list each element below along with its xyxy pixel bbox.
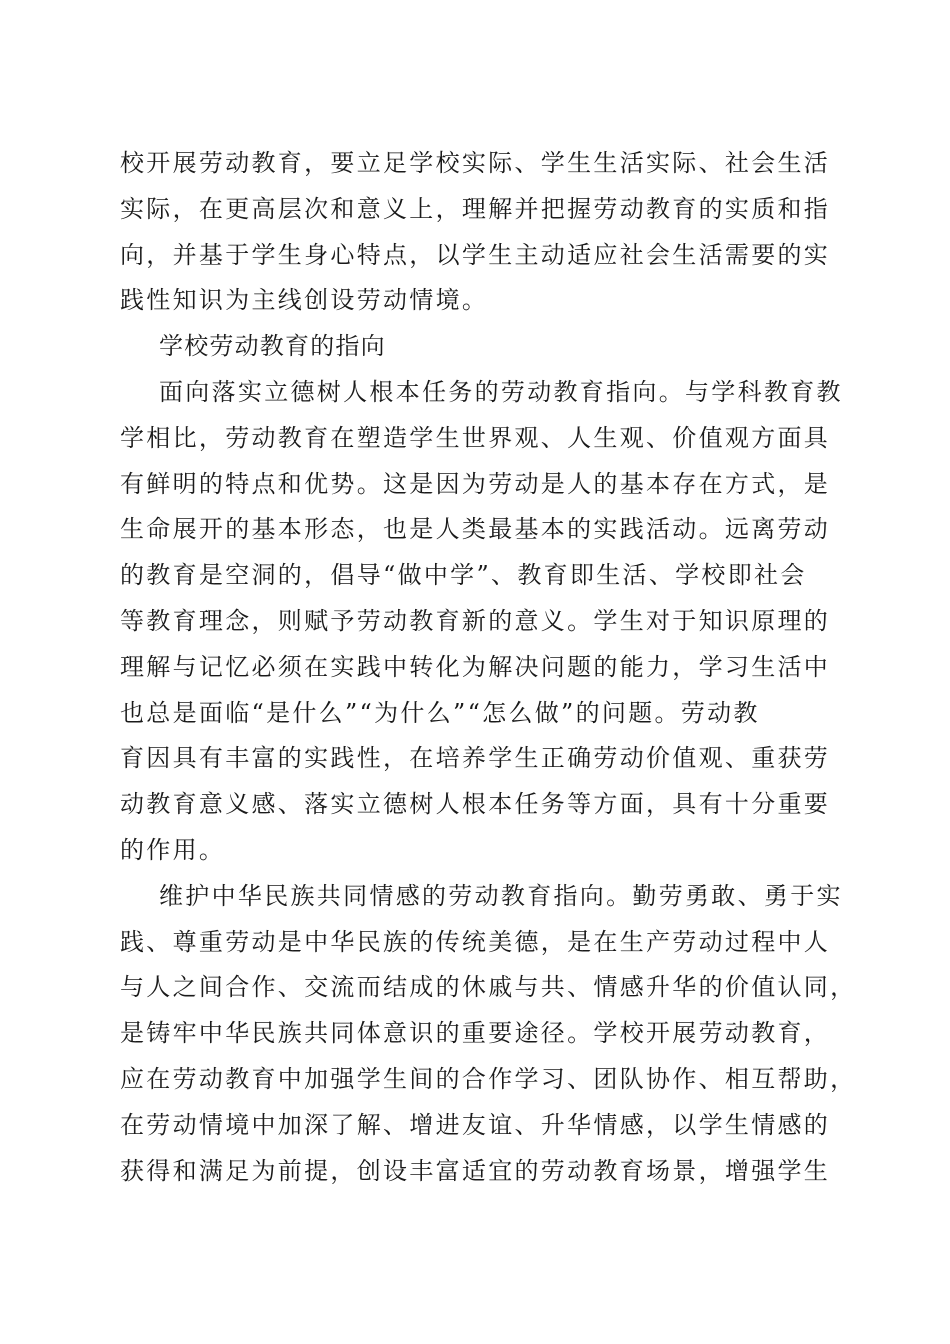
paragraph-line: 获得和满足为前提，创设丰富适宜的劳动教育场景，增强学生 bbox=[120, 1156, 831, 1185]
paragraph-line: 践性知识为主线创设劳动情境。 bbox=[120, 286, 489, 315]
paragraph-line: 校开展劳动教育，要立足学校实际、学生生活实际、社会生活 bbox=[120, 149, 831, 177]
paragraph-line: 践、尊重劳动是中华民族的传统美德，是在生产劳动过程中人 bbox=[120, 927, 831, 956]
paragraph-line: 也总是面临“是什么”“为什么”“怎么做”的问题。劳动教 bbox=[120, 698, 760, 727]
paragraph-line: 等教育理念，则赋予劳动教育新的意义。学生对于知识原理的 bbox=[120, 606, 831, 635]
paragraph-line: 有鲜明的特点和优势。这是因为劳动是人的基本存在方式，是 bbox=[120, 469, 831, 498]
paragraph-line: 应在劳动教育中加强学生间的合作学习、团队协作、相互帮助， bbox=[120, 1064, 857, 1093]
paragraph-line: 是铸牢中华民族共同体意识的重要途径。学校开展劳动教育， bbox=[120, 1019, 831, 1048]
paragraph-line: 向，并基于学生身心特点，以学生主动适应社会生活需要的实 bbox=[120, 240, 831, 269]
document-body bbox=[120, 141, 857, 1194]
paragraph-line: 与人之间合作、交流而结成的休戚与共、情感升华的价值认同， bbox=[120, 973, 857, 1002]
paragraph-line: 维护中华民族共同情感的劳动教育指向。勤劳勇敢、勇于实 bbox=[159, 881, 843, 910]
paragraph-line: 的教育是空洞的，倡导“做中学”、教育即生活、学校即社会 bbox=[120, 561, 807, 590]
paragraph-line: 面向落实立德树人根本任务的劳动教育指向。与学科教育教 bbox=[159, 377, 843, 406]
paragraph-line: 学相比，劳动教育在塑造学生世界观、人生观、价值观方面具 bbox=[120, 423, 831, 452]
paragraph-line: 实际，在更高层次和意义上，理解并把握劳动教育的实质和指 bbox=[120, 194, 831, 223]
paragraph-line: 生命展开的基本形态，也是人类最基本的实践活动。远离劳动 bbox=[120, 515, 831, 544]
paragraph-line: 在劳动情境中加深了解、增进友谊、升华情感，以学生情感的 bbox=[120, 1110, 831, 1139]
paragraph-line: 的作用。 bbox=[120, 835, 226, 864]
paragraph-line: 理解与记忆必须在实践中转化为解决问题的能力，学习生活中 bbox=[120, 652, 831, 681]
paragraph-line: 动教育意义感、落实立德树人根本任务等方面，具有十分重要 bbox=[120, 790, 831, 819]
paragraph-line: 育因具有丰富的实践性，在培养学生正确劳动价值观、重获劳 bbox=[120, 744, 831, 773]
section-heading: 学校劳动教育的指向 bbox=[159, 332, 386, 361]
